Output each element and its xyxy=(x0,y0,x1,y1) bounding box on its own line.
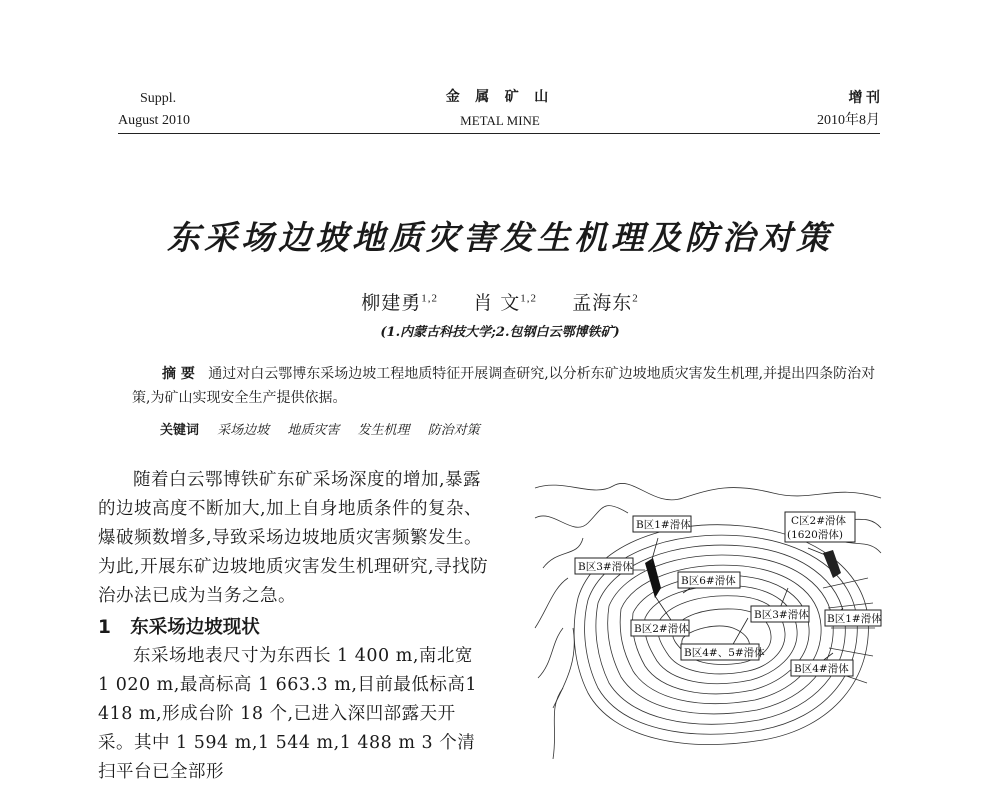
header-date-cn: 2010年8月 xyxy=(817,113,880,128)
author-affil-sup: 1,2 xyxy=(520,292,538,305)
header-rule xyxy=(118,133,880,134)
section-heading xyxy=(98,613,260,639)
figure-label: B区1#滑体 xyxy=(827,613,882,625)
section-number: 1 xyxy=(98,617,111,638)
figure-label: B区4#滑体 xyxy=(794,663,849,675)
journal-name-en: METAL MINE xyxy=(460,113,540,128)
author-name: 孟海东 xyxy=(572,292,633,314)
figure-label: B区4#、5#滑体 xyxy=(684,647,765,659)
author-list xyxy=(0,288,1000,315)
intro-paragraph: 随着白云鄂博铁矿东矿采场深度的增加,暴露的边坡高度不断加大,加上自身地质条件的复杂、爆破频数增多,导致采场边坡地质灾害频繁发生。为此,开展东矿边坡地质灾害发生机理研究,寻找防治办法已成为当务之急。 xyxy=(98,470,489,606)
header-supplement-cn: 增 刊 xyxy=(848,91,880,106)
author-affil-sup: 2 xyxy=(632,292,639,305)
header-suppl: Suppl. xyxy=(140,91,177,106)
keyword: 防治对策 xyxy=(427,423,480,438)
figure-label: B区1#滑体 xyxy=(636,519,691,531)
paper-title: 东采场边坡地质灾害发生机理及防治对策 xyxy=(167,218,833,257)
keywords xyxy=(160,419,480,438)
author-name: 肖 文 xyxy=(473,292,521,314)
author-name: 柳建勇 xyxy=(361,292,422,314)
figure-label: B区2#滑体 xyxy=(634,623,689,635)
abstract xyxy=(132,362,877,410)
journal-name-cn: 金 属 矿 山 xyxy=(445,90,555,105)
keyword: 采场边坡 xyxy=(217,423,270,438)
figure-label: (1620滑体) xyxy=(787,529,843,541)
keyword: 发生机理 xyxy=(357,423,410,438)
abstract-label: 摘 要 xyxy=(162,366,195,382)
section-title: 东采场边坡现状 xyxy=(130,617,260,638)
figure-label: B区3#滑体 xyxy=(578,561,633,573)
figure-label: C区2#滑体 xyxy=(791,515,847,527)
author-affil-sup: 1,2 xyxy=(421,292,439,305)
abstract-text: 通过对白云鄂博东采场边坡工程地质特征开展调查研究,以分析东矿边坡地质灾害发生机理,并提出四条防治对策,为矿山实现安全生产提供依据。 xyxy=(132,366,876,406)
header-date-en: August 2010 xyxy=(118,113,190,128)
figure-label: B区3#滑体 xyxy=(754,609,809,621)
keywords-label: 关键词 xyxy=(160,423,200,438)
pit-contour-map xyxy=(533,478,883,759)
keyword: 地质灾害 xyxy=(287,423,340,438)
figure-label: B区6#滑体 xyxy=(681,575,736,587)
affiliation: (1.内蒙古科技大学;2.包钢白云鄂博铁矿) xyxy=(380,325,620,340)
section1-paragraph: 东采场地表尺寸为东西长 1 400 m,南北宽 1 020 m,最高标高 1 663.3 m,目前最低标高1 418 m,形成台阶 18 个,已进入深凹部露天开采。其中 1 594 m,1 544 m,1 488 m 3 个清扫平台已全部形 xyxy=(98,646,478,782)
